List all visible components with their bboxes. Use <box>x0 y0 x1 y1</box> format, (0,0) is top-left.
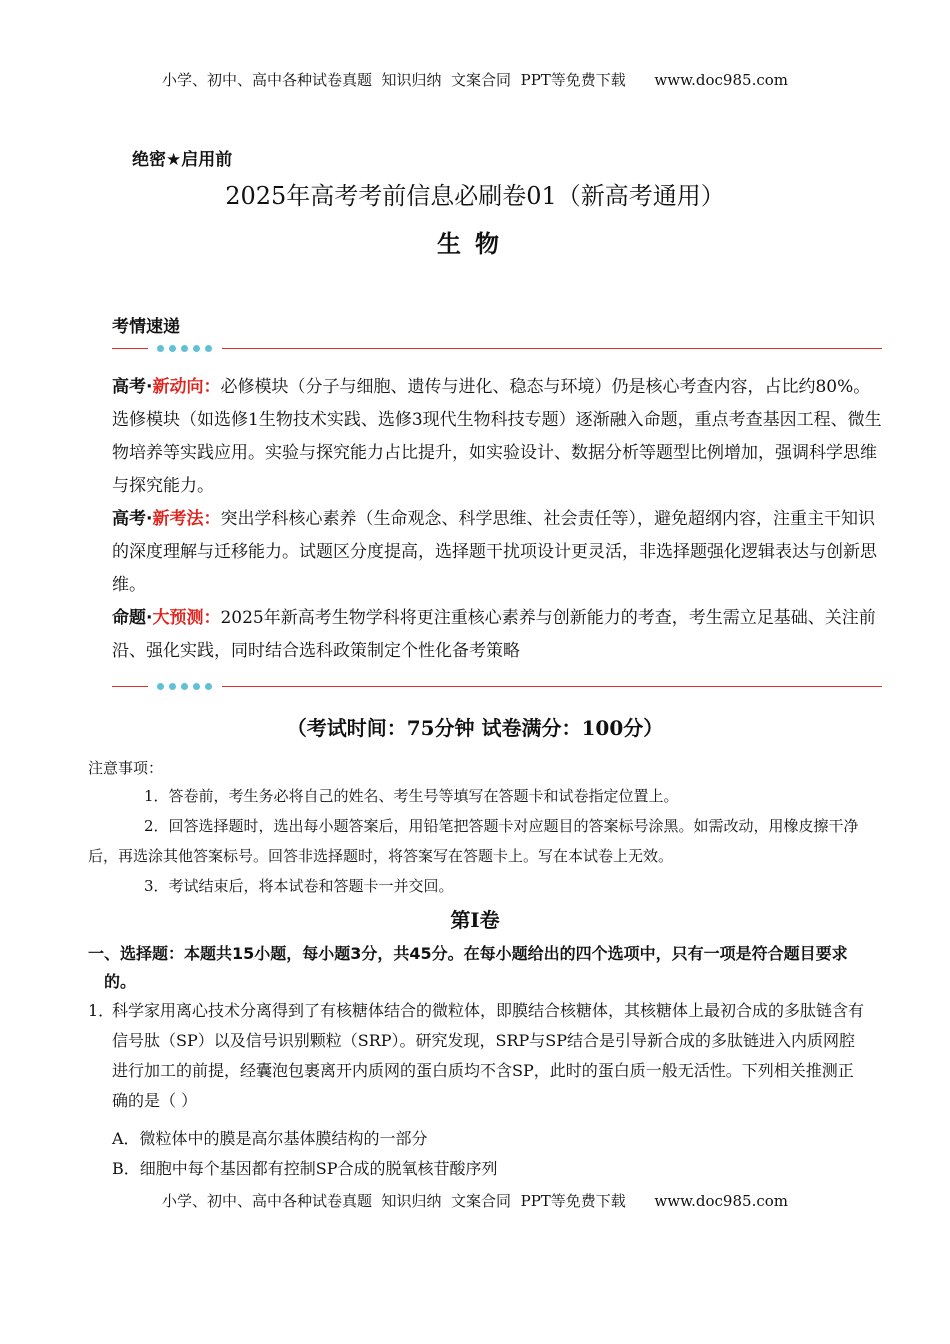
section-heading: 考情速递 <box>112 317 180 337</box>
exam-title: 2025年高考考前信息必刷卷01（新高考通用） <box>225 182 725 210</box>
info-text: 突出学科核心素养（生命观念、科学思维、社会责任等），避免超纲内容，注重主干知识的深度理解与迁移能力。试题区分度提高，选择题干扰项设计更灵活，非选择题强化逻辑表达与创新思维。 <box>112 509 877 595</box>
info-text: 必修模块（分子与细胞、遗传与进化、稳态与环境）仍是核心考查内容，占比约80%。选修模块（如选修1生物技术实践、选修3现代生物科技专题）逐渐融入命题，重点考查基因工程、微生物培养等实践应用。实验与探究能力占比提升，如实验设计、数据分析等题型比例增加，强调科学思维与探究能力。 <box>112 377 882 496</box>
info-paragraph-method <box>112 503 882 602</box>
notice-item: 1．答卷前，考生务必将自己的姓名、考生号等填写在答题卡和试卷指定位置上。 <box>144 787 679 805</box>
notice-item: 2．回答选择题时，选出每小题答案后，用铅笔把答题卡对应题目的答案标号涂黑。如需改动，用橡皮擦干净后，再选涂其他答案标号。回答非选择题时，将答案写在答题卡上。写在本试卷上无效。 <box>88 817 859 865</box>
bottom-divider <box>112 680 882 694</box>
page-footer: 小学、初中、高中各种试卷真题 知识归纳 文案合同 PPT等免费下载 www.doc985.com <box>161 1192 788 1210</box>
part-instructions <box>88 940 868 996</box>
question-number: 1． <box>88 1001 115 1020</box>
info-paragraph-prediction <box>112 602 882 668</box>
page-header: 小学、初中、高中各种试卷真题 知识归纳 文案合同 PPT等免费下载 www.doc985.com <box>161 71 788 89</box>
question-stem: 科学家用离心技术分离得到了有核糖体结合的微粒体，即膜结合核糖体，其核糖体上最初合成的多肽链含有信号肽（SP）以及信号识别颗粒（SRP）。研究发现，SRP与SP结合是引导新合成的多肽链进入内质网腔进行加工的前提，经囊泡包裹离开内质网的蛋白质均不含SP，此时的蛋白质一般无活性。下列相关推测正确的是（ ） <box>112 1001 865 1110</box>
part-text: 一、选择题：本题共15小题，每小题3分，共45分。在每小题给出的四个选项中，只有一项是符合题目要求的。 <box>88 944 848 991</box>
notice-title: 注意事项： <box>88 759 164 777</box>
info-label-highlight: 新动向： <box>152 377 221 397</box>
info-label-highlight: 新考法： <box>152 509 221 529</box>
notice-list <box>88 781 868 901</box>
info-paragraph-trend <box>112 371 882 503</box>
volume-title: 第Ⅰ卷 <box>450 908 500 932</box>
info-text: 2025年新高考生物学科将更注重核心素养与创新能力的考查，考生需立足基础、关注前沿、强化实践，同时结合选科政策制定个性化备考策略 <box>112 608 876 661</box>
top-divider <box>112 342 882 356</box>
question-1 <box>88 996 868 1116</box>
exam-trend-info <box>112 371 882 668</box>
option-a: A．微粒体中的膜是高尔基体膜结构的一部分 <box>112 1129 428 1148</box>
info-label: 高考· <box>112 377 153 397</box>
info-label-highlight: 大预测： <box>152 608 221 628</box>
option-b: B．细胞中每个基因都有控制SP合成的脱氧核苷酸序列 <box>112 1159 498 1178</box>
secret-label: 绝密★启用前 <box>132 150 233 170</box>
info-label: 命题· <box>112 608 153 628</box>
info-label: 高考· <box>112 509 153 529</box>
exam-time: （考试时间：75分钟 试卷满分：100分） <box>286 716 664 740</box>
subject-title: 生物 <box>437 230 513 258</box>
notice-item: 3．考试结束后，将本试卷和答题卡一并交回。 <box>144 877 454 895</box>
